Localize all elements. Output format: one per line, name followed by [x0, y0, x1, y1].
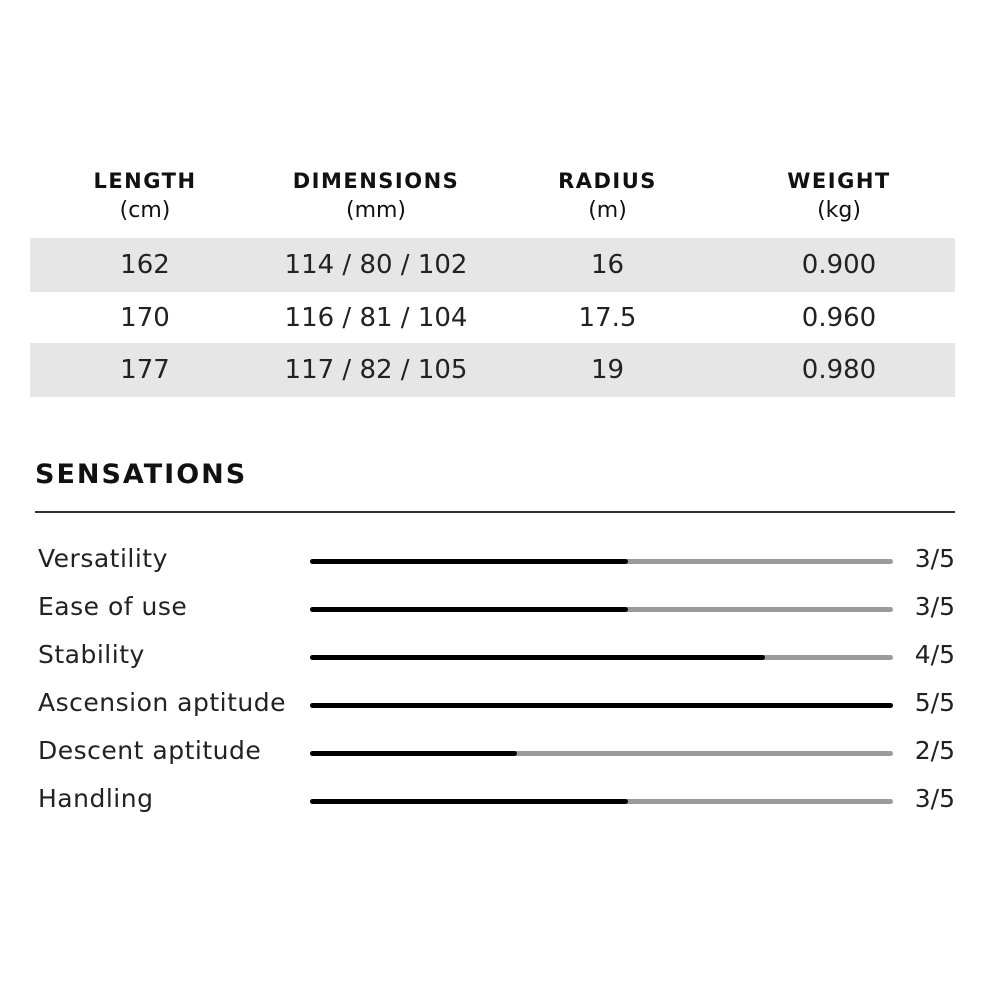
sensation-score: 3/5	[914, 543, 955, 573]
rating-bar-track	[310, 703, 893, 708]
header-title: WEIGHT	[787, 169, 891, 193]
sensation-label: Descent aptitude	[38, 735, 262, 765]
table-row	[30, 292, 955, 343]
cell-radius: 17.5	[578, 302, 637, 333]
cell-radius: 16	[590, 250, 625, 280]
sensation-row	[38, 582, 963, 630]
sensation-label: Versatility	[38, 543, 168, 573]
cell-length: 162	[120, 250, 170, 280]
header-unit: (m)	[588, 198, 627, 223]
specs-header-row	[30, 166, 955, 238]
rating-bar-track	[310, 607, 893, 612]
rating-bar-track	[310, 751, 893, 756]
rating-bar-fill	[310, 751, 517, 756]
sensation-label: Stability	[38, 639, 145, 669]
sensations-list	[38, 534, 963, 822]
sensation-row	[38, 774, 963, 822]
table-row	[30, 238, 955, 292]
sensation-row	[38, 678, 963, 726]
cell-dimensions: 117 / 82 / 105	[284, 355, 468, 385]
header-length	[30, 166, 260, 226]
rating-bar-fill	[310, 655, 765, 660]
specs-table	[30, 166, 955, 397]
header-title: LENGTH	[93, 169, 197, 193]
rating-bar-track	[310, 799, 893, 804]
sensation-label: Ascension aptitude	[38, 687, 286, 717]
sensation-row	[38, 630, 963, 678]
cell-length: 177	[120, 355, 170, 385]
sensation-row	[38, 726, 963, 774]
header-unit: (kg)	[817, 198, 861, 223]
section-divider	[35, 511, 955, 513]
rating-bar-fill	[310, 703, 893, 708]
sensation-score: 3/5	[914, 591, 955, 621]
sensation-score: 4/5	[914, 639, 955, 669]
header-title: DIMENSIONS	[292, 169, 460, 193]
rating-bar-fill	[310, 559, 628, 564]
header-radius	[492, 166, 723, 226]
header-dimensions	[260, 166, 492, 226]
sensation-row	[38, 534, 963, 582]
header-title: RADIUS	[558, 169, 657, 193]
cell-weight: 0.980	[801, 355, 877, 385]
rating-bar-fill	[310, 607, 628, 612]
header-weight	[723, 166, 955, 226]
sensations-title: SENSATIONS	[35, 459, 248, 490]
sensation-label: Ease of use	[38, 591, 188, 621]
rating-bar-track	[310, 655, 893, 660]
cell-weight: 0.900	[801, 250, 877, 280]
sensation-score: 3/5	[914, 783, 955, 813]
cell-weight: 0.960	[801, 302, 877, 333]
sensation-score: 2/5	[914, 735, 955, 765]
header-unit: (mm)	[345, 198, 407, 223]
cell-length: 170	[120, 302, 170, 333]
rating-bar-track	[310, 559, 893, 564]
cell-dimensions: 114 / 80 / 102	[284, 250, 468, 280]
sensation-score: 5/5	[914, 687, 955, 717]
cell-radius: 19	[590, 355, 625, 385]
header-unit: (cm)	[119, 198, 171, 223]
cell-dimensions: 116 / 81 / 104	[284, 302, 468, 333]
sensation-label: Handling	[38, 783, 154, 813]
table-row	[30, 343, 955, 397]
rating-bar-fill	[310, 799, 628, 804]
